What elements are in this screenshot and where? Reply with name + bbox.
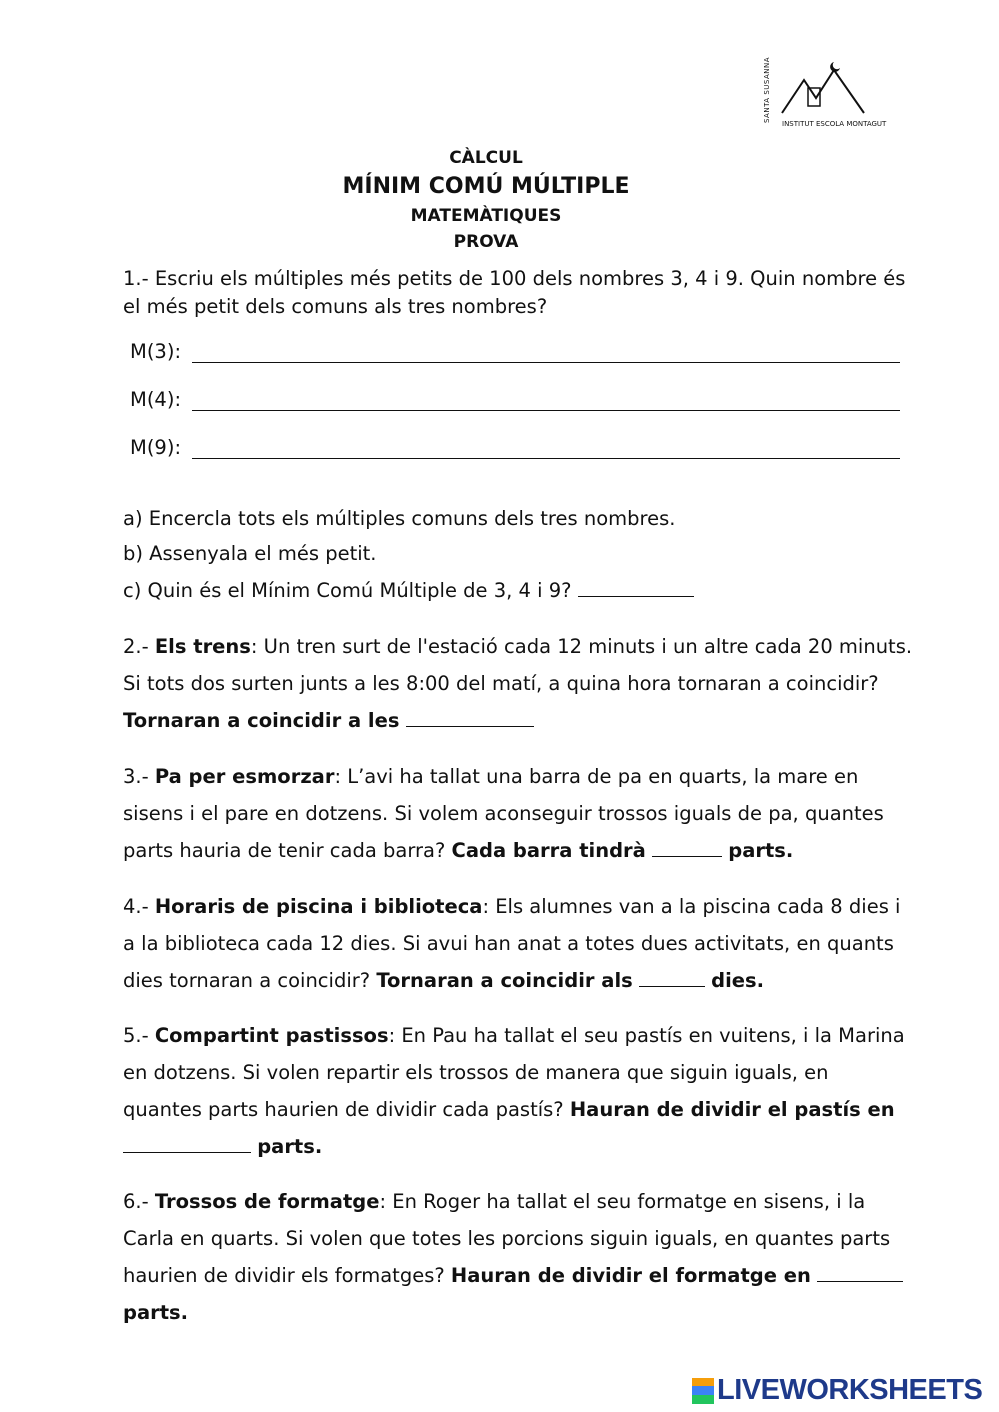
liveworksheets-text: LIVEWORKSHEETS bbox=[717, 1374, 983, 1406]
liveworksheets-brand[interactable] bbox=[692, 1374, 982, 1407]
m3-row bbox=[130, 340, 900, 363]
liveworksheets-logo-icon bbox=[692, 1378, 714, 1404]
q1-answer-blank[interactable] bbox=[578, 580, 694, 597]
m3-answer-line[interactable] bbox=[192, 344, 900, 363]
m9-answer-line[interactable] bbox=[192, 440, 900, 459]
q6-title: Trossos de formatge bbox=[154, 1190, 380, 1213]
m4-label: M(4): bbox=[130, 388, 182, 411]
q1-part-c-text: c) Quin és el Mínim Comú Múltiple de 3, 4 i 9? bbox=[123, 579, 572, 602]
q6-body: : En Roger ha tallat el seu formatge en sisens, i la Carla en quarts. Si volen que totes les porcions siguin iguals, en quantes parts haurien de dividir els formatges? bbox=[123, 1190, 891, 1287]
q3-answer-suffix: parts. bbox=[728, 839, 794, 862]
question-6 bbox=[123, 1183, 913, 1331]
q6-answer-label: Hauran de dividir el formatge en bbox=[450, 1264, 811, 1287]
q1-part-b: b) Assenyala el més petit. bbox=[123, 542, 377, 565]
m9-label: M(9): bbox=[130, 436, 182, 459]
subtitle-subject: MATEMÀTIQUES bbox=[410, 206, 562, 226]
q5-body: : En Pau ha tallat el seu pastís en vuitens, i la Marina en dotzens. Si volen repartir els trossos de manera que siguin iguals, en quantes parts haurien de dividir cada pastís? bbox=[123, 1024, 905, 1121]
logo-side-text: SANTA SUSANNA bbox=[763, 56, 772, 124]
q5-answer-blank[interactable] bbox=[123, 1136, 251, 1153]
q2-answer-label: Tornaran a coincidir a les bbox=[123, 709, 400, 732]
q2-body: : Un tren surt de l'estació cada 12 minuts i un altre cada 20 minuts. Si tots dos surten junts a les 8:00 del matí, a quina hora tornaran a coincidir? bbox=[123, 635, 913, 695]
q2-number: 2.- bbox=[123, 635, 155, 658]
q5-title: Compartint pastissos bbox=[154, 1024, 389, 1047]
question-1-text: 1.- Escriu els múltiples més petits de 100 dels nombres 3, 4 i 9. Quin nombre és el més petit dels comuns als tres nombres? bbox=[123, 267, 906, 318]
question-2 bbox=[123, 628, 913, 739]
q3-title: Pa per esmorzar bbox=[154, 765, 335, 788]
q2-title: Els trens bbox=[154, 635, 251, 658]
m4-answer-line[interactable] bbox=[192, 392, 900, 411]
question-5 bbox=[123, 1017, 913, 1165]
subtitle-prova: PROVA bbox=[453, 232, 519, 252]
q4-answer-blank[interactable] bbox=[639, 970, 705, 987]
page-title: MÍNIM COMÚ MÚLTIPLE bbox=[342, 174, 630, 199]
mountain-logo-icon bbox=[764, 58, 874, 118]
q4-title: Horaris de piscina i biblioteca bbox=[154, 895, 483, 918]
q1-part-c bbox=[123, 572, 913, 609]
title-calcul: CÀLCUL bbox=[449, 148, 523, 168]
q4-number: 4.- bbox=[123, 895, 155, 918]
q4-answer-label: Tornaran a coincidir als bbox=[376, 969, 633, 992]
m3-label: M(3): bbox=[130, 340, 182, 363]
q2-answer-blank[interactable] bbox=[406, 710, 534, 727]
school-logo bbox=[763, 56, 887, 128]
q6-answer-suffix: parts. bbox=[123, 1301, 189, 1324]
question-3 bbox=[123, 758, 913, 869]
q5-number: 5.- bbox=[123, 1024, 155, 1047]
q5-answer-label: Hauran de dividir el pastís en bbox=[569, 1098, 895, 1121]
q5-answer-suffix: parts. bbox=[257, 1135, 323, 1158]
q3-answer-blank[interactable] bbox=[652, 840, 722, 857]
q4-body: : Els alumnes van a la piscina cada 8 dies i a la biblioteca cada 12 dies. Si avui han anat a totes dues activitats, en quants dies tornaran a coincidir? bbox=[123, 895, 901, 992]
m4-row bbox=[130, 388, 900, 411]
q3-answer-label: Cada barra tindrà bbox=[451, 839, 646, 862]
q6-answer-blank[interactable] bbox=[817, 1265, 903, 1282]
q3-number: 3.- bbox=[123, 765, 155, 788]
q1-part-a: a) Encercla tots els múltiples comuns dels tres nombres. bbox=[123, 507, 676, 530]
logo-bottom-text: INSTITUT ESCOLA MONTAGUT bbox=[782, 120, 887, 128]
q6-number: 6.- bbox=[123, 1190, 155, 1213]
question-4 bbox=[123, 888, 913, 999]
q4-answer-suffix: dies. bbox=[711, 969, 765, 992]
m9-row bbox=[130, 436, 900, 459]
q3-body: : L’avi ha tallat una barra de pa en quarts, la mare en sisens i el pare en dotzens. Si volem aconseguir trossos iguals de pa, quantes parts hauria de tenir cada barra? bbox=[123, 765, 884, 862]
